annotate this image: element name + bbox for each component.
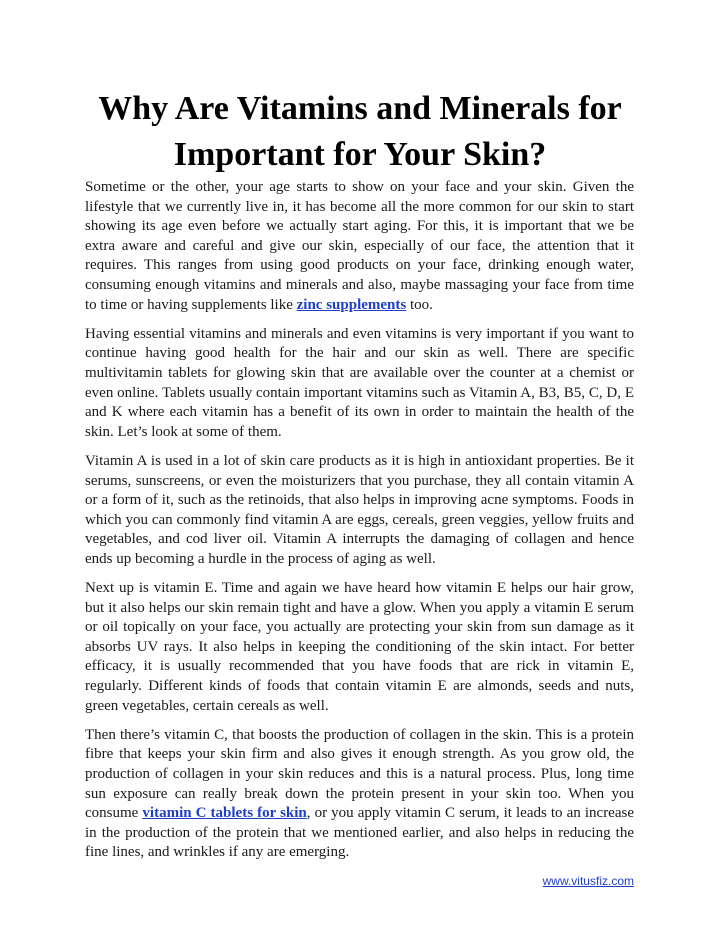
- paragraph-5: [85, 726, 634, 863]
- paragraph-5-text-after: , or you apply vitamin C serum, it leads to an increase in the production of the protein that we mentioned earlier, and also helps in reducing the fine lines, and wrinkles if any are emerging.: [85, 805, 634, 861]
- zinc-supplements-link[interactable]: zinc supplements: [296, 296, 407, 313]
- page-title: Why Are Vitamins and Minerals for Important for Your Skin?: [98, 90, 622, 173]
- paragraph-1-text-after: too.: [406, 296, 433, 313]
- vitamin-c-tablets-link[interactable]: vitamin C tablets for skin: [142, 805, 307, 822]
- paragraph-3: Vitamin A is used in a lot of skin care products as it is high in antioxidant properties. Be it serums, sunscreens, or even the moisturizers that you purchase, they all contain vitamin A or a form of it, such as the retinoids, that also helps in improving acne symptoms. Foods in which you can commonly find vitamin A are eggs, cereals, green veggies, yellow fruits and vegetables, and cod liver oil. Vitamin A interrupts the damaging of collagen and hence ends up becoming a hurdle in the process of aging as well.: [85, 452, 634, 567]
- paragraph-1: [85, 178, 634, 315]
- footer-website-link[interactable]: www.vitusfiz.com: [542, 874, 634, 888]
- article-body: [85, 178, 634, 873]
- paragraph-2: Having essential vitamins and minerals and even vitamins is very important if you want to continue having good health for the hair and our skin as well. There are specific multivitamin tablets for glowing skin that are available over the counter at a chemist or even online. Tablets usually contain important vitamins such as Vitamin A, B3, B5, C, D, E and K where each vitamin has a benefit of its own in order to maintain the health of the skin. Let’s look at some of them.: [85, 325, 634, 440]
- paragraph-5-text-before: Then there’s vitamin C, that boosts the production of collagen in the skin. This is a protein fibre that keeps your skin firm and also gives it enough strength. As you grow old, the production of collagen in your skin reduces and this is a natural process. Plus, long time sun exposure can really break down the protein present in your skin too. When you consume: [85, 726, 634, 822]
- paragraph-1-text-before: Sometime or the other, your age starts to show on your face and your skin. Given the lifestyle that we currently live in, it has become all the more common for our skin to start showing its age even before we actually start aging. For this, it is important that we be extra aware and careful and give our skin, especially of our face, the attention that it requires. This ranges from using good products on your face, drinking enough water, consuming enough vitamins and minerals and also, maybe massaging your face from time to time or having supplements like: [85, 179, 634, 313]
- paragraph-4: Next up is vitamin E. Time and again we have heard how vitamin E helps our hair grow, but it also helps our skin remain tight and have a glow. When you apply a vitamin E serum or oil topically on your face, you actually are protecting your skin from sun damage as it absorbs UV rays. It also helps in keeping the conditioning of the skin intact. For better efficacy, it is usually recommended that you have foods that are rick in vitamin E, regularly. Different kinds of foods that contain vitamin E are almonds, seeds and nuts, green vegetables, certain cereals as well.: [85, 580, 634, 714]
